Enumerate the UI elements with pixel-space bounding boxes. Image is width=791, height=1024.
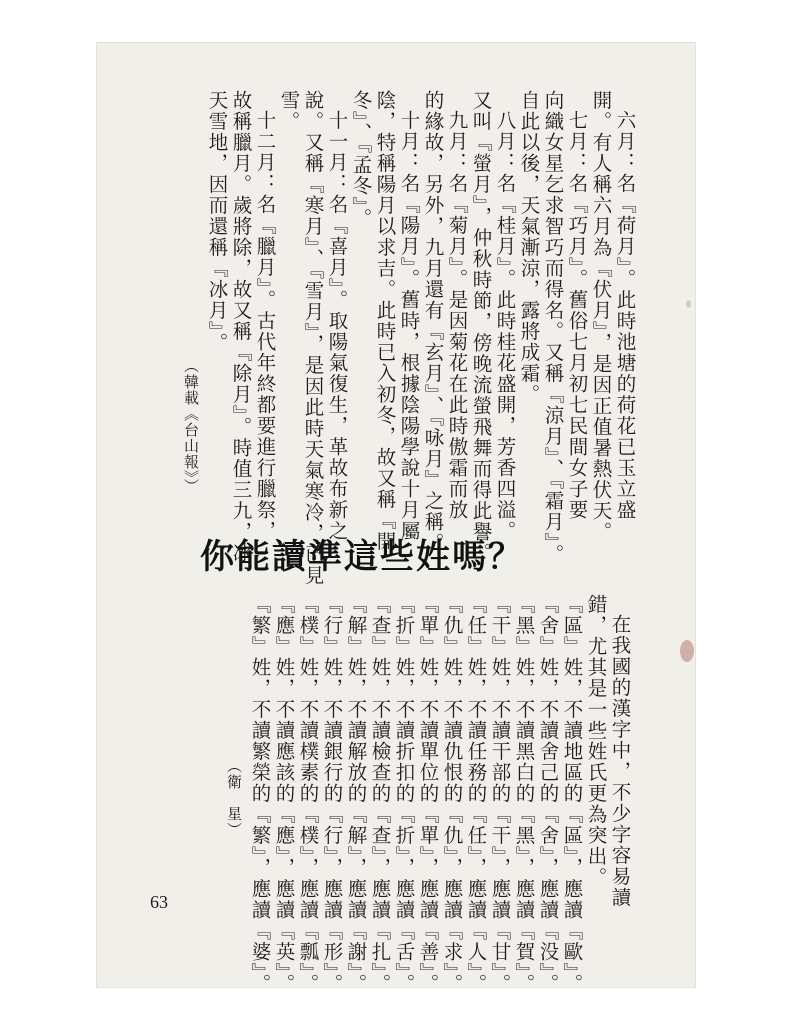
article1-column: 又叫『螢月』，仲秋時節，傍晚流螢飛舞而得此譽。 bbox=[469, 90, 493, 564]
article1-column: 七月：名『巧月』。舊俗七月初七民間女子要 bbox=[565, 110, 589, 521]
article1-column: 十月：名『陽月』。舊時，根據陰陽學說十月屬 bbox=[397, 110, 421, 542]
article1-column: 向織女星乞求智巧而得名。又稱『涼月』、『霜月』。 bbox=[541, 90, 565, 565]
article2-column: 『單』姓，不讀單位的『單』，應讀『善』。 bbox=[416, 594, 440, 995]
article1-column: 八月：名『桂月』。此時桂花盛開，芳香四溢。 bbox=[493, 110, 517, 542]
paper-stain bbox=[686, 300, 691, 308]
article1-column: 陰，特稱陽月以求吉。此時已入初冬，故又稱『開 bbox=[373, 90, 397, 552]
article2-column: 『樸』姓，不讀樸素的『樸』，應讀『瓢』。 bbox=[296, 594, 320, 995]
article2-column: 『折』姓，不讀折扣的『折』，應讀『舌』。 bbox=[392, 594, 416, 995]
paper-stain bbox=[680, 640, 694, 662]
article2-column: 『任』姓，不讀任務的『任』，應讀『人』。 bbox=[464, 594, 488, 995]
article2-column: 『解』姓，不讀解放的『解』，應讀『謝』。 bbox=[344, 594, 368, 995]
article2-title: 你能讀準這些姓嗎？ bbox=[200, 537, 524, 577]
article1-column: 開。有人稱六月為『伏月』，是因正值暑熱伏天。 bbox=[589, 90, 613, 543]
article1-column: 說。又稱『寒月』、『雪月』，是因此時天氣寒冷，已見 bbox=[301, 90, 325, 586]
article1-column: 故稱臘月。歲將除，故又稱『除月』。時值三九，冰 bbox=[229, 90, 253, 564]
article1-column: 九月：名『菊月』。是因菊花在此時傲霜而放 bbox=[445, 110, 469, 521]
article1-attribution: （韓載《台山報》） bbox=[182, 358, 200, 495]
article2-column: 『行』姓，不讀銀行的『行』，應讀『形』。 bbox=[320, 594, 344, 995]
article2-column: 『區』姓，不讀地區的『區』，應讀『歐』。 bbox=[560, 594, 584, 995]
article2-column: 『應』姓，不讀應該的『應』，應讀『英』。 bbox=[272, 594, 296, 995]
article2-column: 『仇』姓，不讀仇恨的『仇』，應讀『求』。 bbox=[440, 594, 464, 995]
article1-column: 天雪地，因而還稱『冰月』。 bbox=[205, 90, 229, 354]
article2-column: 在我國的漢字中，不少字容易讀 bbox=[608, 614, 632, 908]
page-number: 63 bbox=[150, 892, 168, 912]
article1-column: 的緣故，另外，九月還有『玄月』、『咏月』之稱。 bbox=[421, 90, 445, 554]
article2-attribution: （衛 星） bbox=[225, 758, 243, 838]
article1-column: 自此以後，天氣漸涼，露將成霜。 bbox=[517, 90, 541, 405]
article2-column: 『舍』姓，不讀舍己的『舍』，應讀『没』。 bbox=[536, 594, 560, 995]
article1-column: 十一月：名『喜月』。取陽氣復生，革故布新之 bbox=[325, 110, 349, 542]
article2-column: 『繁』姓，不讀繁榮的『繁』，應讀『婆』。 bbox=[248, 594, 272, 995]
article1-column: 雪。 bbox=[277, 90, 301, 132]
article1-column: 十二月：名『臘月』。古代年終都要進行臘祭， bbox=[253, 110, 277, 542]
article2-column: 錯，尤其是一些姓氏更為突出。 bbox=[584, 594, 608, 888]
article1-column: 冬』、『孟冬』。 bbox=[349, 90, 373, 229]
article2-column: 『干』姓，不讀干部的『干』，應讀『甘』。 bbox=[488, 594, 512, 995]
article2-column: 『黑』姓，不讀黑白的『黑』，應讀『賀』。 bbox=[512, 594, 536, 995]
article1-column: 六月：名『荷月』。此時池塘的荷花已玉立盛 bbox=[613, 110, 637, 521]
article2-column: 『查』姓，不讀檢查的『查』，應讀『扎』。 bbox=[368, 594, 392, 995]
